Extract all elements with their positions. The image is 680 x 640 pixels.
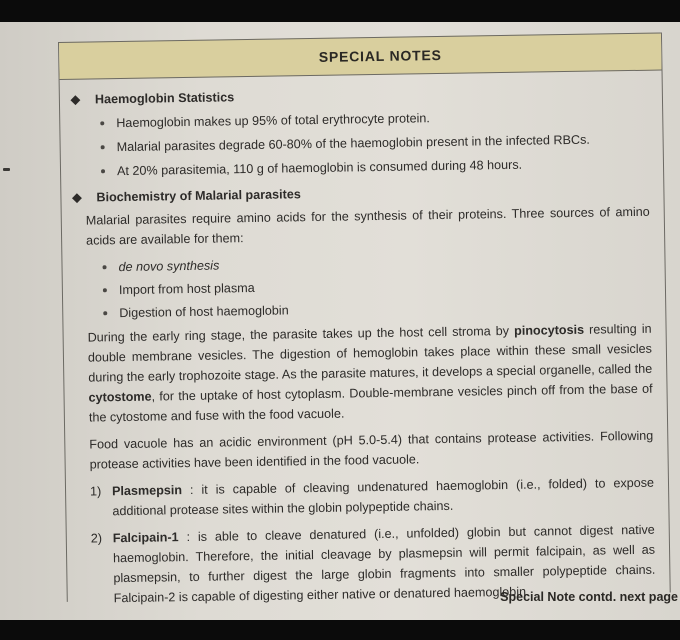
diamond-bullet-icon [70, 95, 80, 105]
list-item: de novo synthesis [102, 249, 650, 278]
list-item: Import from host plasma [103, 272, 651, 301]
bullet-dot-icon [103, 311, 107, 315]
amino-acid-sources-list [86, 249, 651, 324]
bullet-dot-icon [101, 145, 105, 149]
box-title: SPECIAL NOTES [318, 46, 442, 65]
list-item: At 20% parasitemia, 110 g of haemoglobin is consumed during 48 hours. [101, 153, 649, 182]
bullet-dot-icon [103, 288, 107, 292]
top-black-bar [0, 0, 680, 22]
list-item: Haemoglobin makes up 95% of total erythrocyte protein. [100, 105, 648, 134]
section-heading-text: Haemoglobin Statistics [94, 90, 235, 107]
haemoglobin-stats-list [84, 105, 649, 182]
protease-item-plasmepsin: 1) Plasmepsin : it is capable of cleaving undenatured haemoglobin (i.e., folded) to expose additional protease sites within the globin polypeptide chains. [89, 475, 655, 519]
diamond-bullet-icon [72, 193, 82, 203]
food-vacuole-paragraph: Food vacuole has an acidic environment (pH 5.0-5.4) that contains protease activities. Following protease activities have been identified in the food vacuole. [89, 428, 654, 472]
box-body [60, 71, 670, 609]
list-item: Digestion of host haemoglobin [103, 295, 651, 324]
protease-item-falcipain: 2) Falcipain-1 : is able to cleave denatured (i.e., unfolded) globin but cannot digest native haemoglobin. Therefore, the initial cleavage by plasmepsin will permit falcipain, as well as plasmepsin, to further digest the large globin fragments into smaller polypeptide chains. Falcipain-2 is capable of digesting either native or denatured haemoglobin. [90, 522, 656, 606]
list-item: Malarial parasites degrade 60-80% of the haemoglobin present in the infected RBCs. [101, 129, 649, 158]
special-notes-box [58, 33, 671, 606]
bottom-black-bar [0, 620, 680, 640]
section-heading-text: Biochemistry of Malarial parasites [96, 187, 301, 205]
continued-note: Special Note contd. next page [500, 590, 678, 604]
ring-stage-paragraph: During the early ring stage, the parasite takes up the host cell stroma by pinocytosis resulting in double membrane vesicles. The digestion of hemoglobin takes place within these small vesicles during the early trophozoite stage. As the parasite matures, it develops a special organelle, called the cytostome, for the uptake of host cytoplasm. Double-membrane vesicles pinch off from the base of the cytostome and fuse with the food vacuole. [87, 321, 653, 425]
bullet-dot-icon [100, 121, 104, 125]
bullet-dot-icon [103, 265, 107, 269]
intro-paragraph: Malarial parasites require amino acids for the synthesis of their proteins. Three sources of amino acids are available for them: [85, 204, 650, 248]
margin-mark [3, 168, 10, 171]
bullet-dot-icon [101, 169, 105, 173]
